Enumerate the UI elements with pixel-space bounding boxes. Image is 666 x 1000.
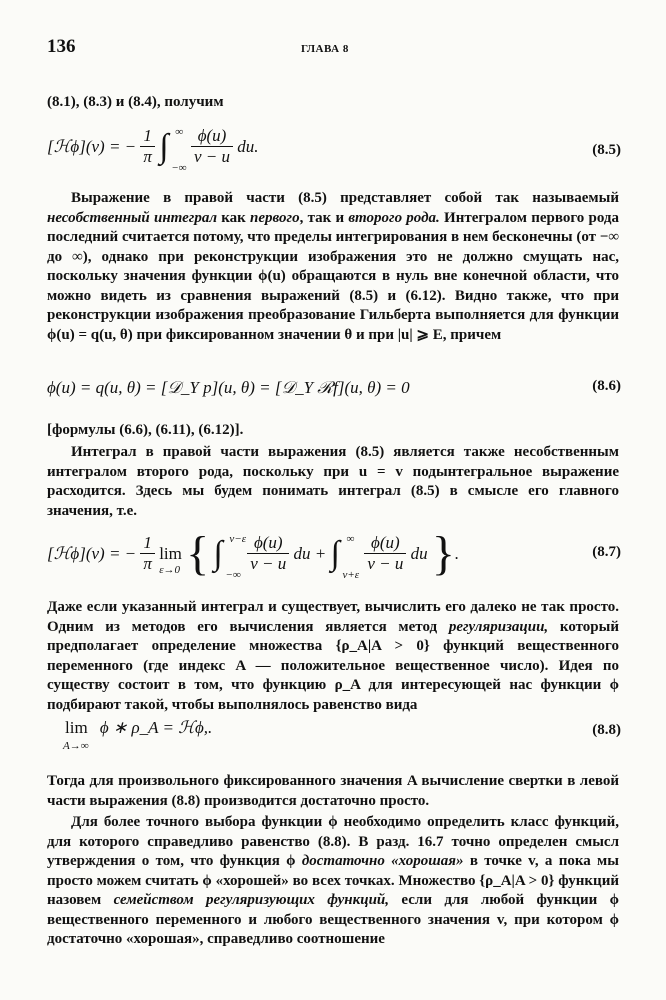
equation-8-7 [47, 526, 621, 588]
equation-label: (8.6) [592, 378, 621, 394]
paragraph-3: [формулы (6.6), (6.11), (6.12)]. [47, 422, 244, 438]
equation-8-6: ϕ(u) = q(u, θ) = [𝒟_Y p](u, θ) = [𝒟_Y ℛf](u, θ) = 0 (8.6) [47, 378, 621, 397]
paragraph-4: Интеграл в правой части выражения (8.5) является также несобственным интегралом второго рода, поскольку при u = v подынтегральное выражение расходится. Здесь мы будем понимать интеграл (8.5) в смысле его главного значения, т.е. [47, 444, 619, 519]
equation-8-7-body: [ℋϕ](v) = − $\frac{1}{\pi}$ lim ε→0 { ∫ v−ε −∞ $\frac{\phi(u)}{v - u}$ du + ∫ ∞ v+ε $\frac{\phi(u)}{v - u}$ du }. [47, 527, 460, 581]
paragraph-7: Для более точного выбора функции ϕ необходимо определить класс функций, для которого справедливо равенство (8.8). В разд. 16.7 точно определен смысл утверждения о том, что функция ϕ достаточно «хорошая» в точке v, а пока мы просто можем считать ϕ «хорошей» во всех точках. Множество {ρ_A|A > 0} функций назовем семейством регуляризующих функций, если для любой функции ϕ вещественного переменного и любого вещественного значения v, при котором ϕ достаточно «хорошая», справедливо соотношение [47, 814, 620, 947]
integral-sign: ∫ ∞ v+ε [330, 532, 360, 581]
paragraph-1: (8.1), (8.3) и (8.4), получим [47, 94, 224, 110]
chapter-title: ГЛАВА 8 [301, 43, 349, 55]
page-number: 136 [47, 36, 76, 57]
equation-8-5-body: [ℋϕ](v) = − $\frac{1}{\pi}$ ∫ ∞ −∞ $\frac{\phi(u)}{v - u}$ du. [47, 125, 259, 174]
integral-sign: ∫ v−ε −∞ [213, 532, 247, 581]
equation-label: (8.7) [592, 544, 621, 560]
left-brace: { [186, 527, 210, 580]
equation-label: (8.8) [592, 722, 621, 738]
paragraph-2: Выражение в правой части (8.5) представляет собой так называемый несобственный интеграл как первого, так и второго рода. Интегралом первого рода последний считается потому, что пределы интегрирования в нем бесконечны (от −∞ до ∞), однако при реконструкции изображения это не должно смущать нас, поскольку значения функции ϕ(u) обращаются в нуль вне конечной области, что можно видеть из сравнения выражений (8.5) и (6.12). Видно также, что при реконструкции изображения преобразование Гильберта выполняется для функции ϕ(u) = q(u, θ) при фиксированном значении θ и при |u| ⩾ E, причем [47, 190, 620, 343]
paragraph-5: Даже если указанный интеграл и существует, вычислить его далеко не так просто. Одним из методов его вычисления является метод регуляризации, который предполагает определение множества {ρ_A|A > 0} функций вещественного переменного (где индекс A — положительное вещественное число). Идея по существу состоит в том, что функцию ρ_A для интересующей нас функции ϕ подбирают такой, чтобы выполнялось равенство вида [47, 599, 619, 713]
right-brace: } [431, 527, 455, 580]
equation-label: (8.5) [592, 142, 621, 158]
paragraph-6: Тогда для произвольного фиксированного значения A вычисление свертки в левой части выражения (8.8) производится достаточно просто. [47, 773, 619, 809]
equation-8-8: lim A→∞ ϕ ∗ ρ_A = ℋϕ,. (8.8) [63, 718, 621, 752]
equation-8-5 [47, 126, 621, 182]
integral-sign: ∫ ∞ −∞ [159, 125, 187, 174]
